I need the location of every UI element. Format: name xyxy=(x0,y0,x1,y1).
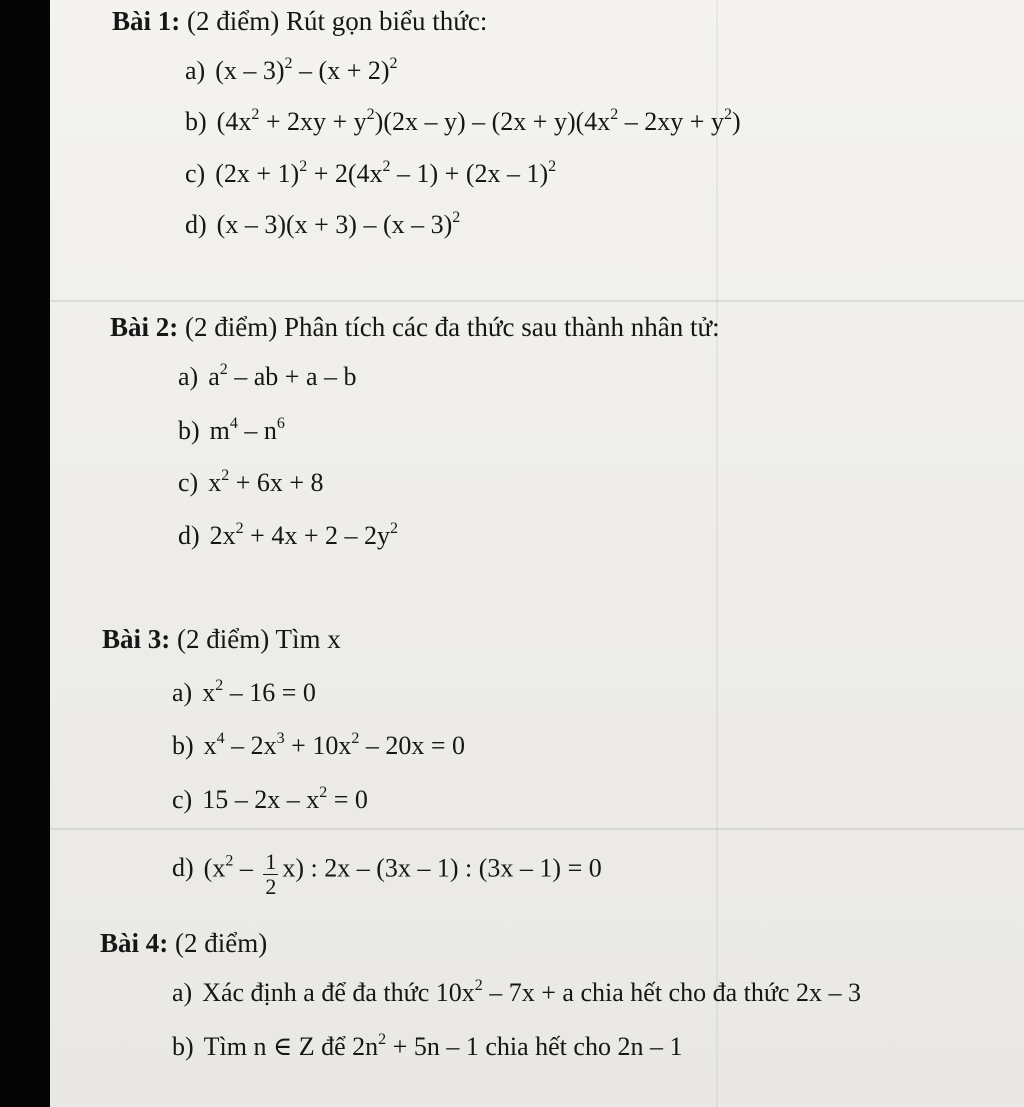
exercise-3-heading: Bài 3: (2 điểm) Tìm x xyxy=(102,624,341,654)
exercise-1d: d) (x – 3)(x + 3) – (x – 3)$^2$ xyxy=(185,209,461,239)
paper-fold xyxy=(50,828,1024,830)
exercise-3c: c) $15 - 2x - x^2 = 0$ xyxy=(172,784,368,814)
left-dark-border xyxy=(0,0,50,1107)
exercise-1a: a) $(x - 3)^2 - (x + 2)^2$ xyxy=(185,55,398,85)
exercise-2b: b) $m^4 - n^6$ xyxy=(178,415,285,445)
paper-fold xyxy=(716,0,718,1107)
exercise-1c: c) $(2x + 1)^2 + 2(4x^2 - 1) + (2x - 1)^2$ xyxy=(185,158,557,188)
exercise-3a: a) $x^2 - 16 = 0$ xyxy=(172,677,316,707)
exercise-4a: a) Xác định a để đa thức $10x^2 - 7x + a$ chia hết cho đa thức 2x – 3 xyxy=(172,977,861,1007)
exercise-3d: d) ($x^2$ – $\frac{1}{2}$ x) : 2x – (3x – 1) : (3x – 1) = 0 xyxy=(172,849,602,899)
exercise-1b: b) $(4x^2 + 2xy + y^2)(2x - y) - (2x + y)(4x^2 - 2xy + y^2)$ xyxy=(185,106,741,136)
exercise-3b: b) $x^4 - 2x^3 + 10x^2 - 20x = 0$ xyxy=(172,730,466,760)
paper-fold xyxy=(50,300,1024,302)
exercise-2d: d) $2x^2 + 4x + 2 - 2y^2$ xyxy=(178,520,398,550)
exercise-2a: a) $a^2$ – ab + a – b xyxy=(178,361,357,391)
fraction: $\frac{1}{2}$ xyxy=(265,849,277,899)
exercise-1-heading: Bài 1: (2 điểm) Rút gọn biểu thức: xyxy=(112,6,488,36)
exercise-4-heading: Bài 4: (2 điểm) xyxy=(100,928,268,958)
exercise-2c: c) $x^2 + 6x + 8$ xyxy=(178,467,324,497)
exercise-4b: b) Tìm n ∈ Z để $2n^2 + 5n - 1$ chia hết cho 2n – 1 xyxy=(172,1031,683,1061)
exercise-2-heading: Bài 2: (2 điểm) Phân tích các đa thức sau thành nhân tử: xyxy=(110,312,720,342)
